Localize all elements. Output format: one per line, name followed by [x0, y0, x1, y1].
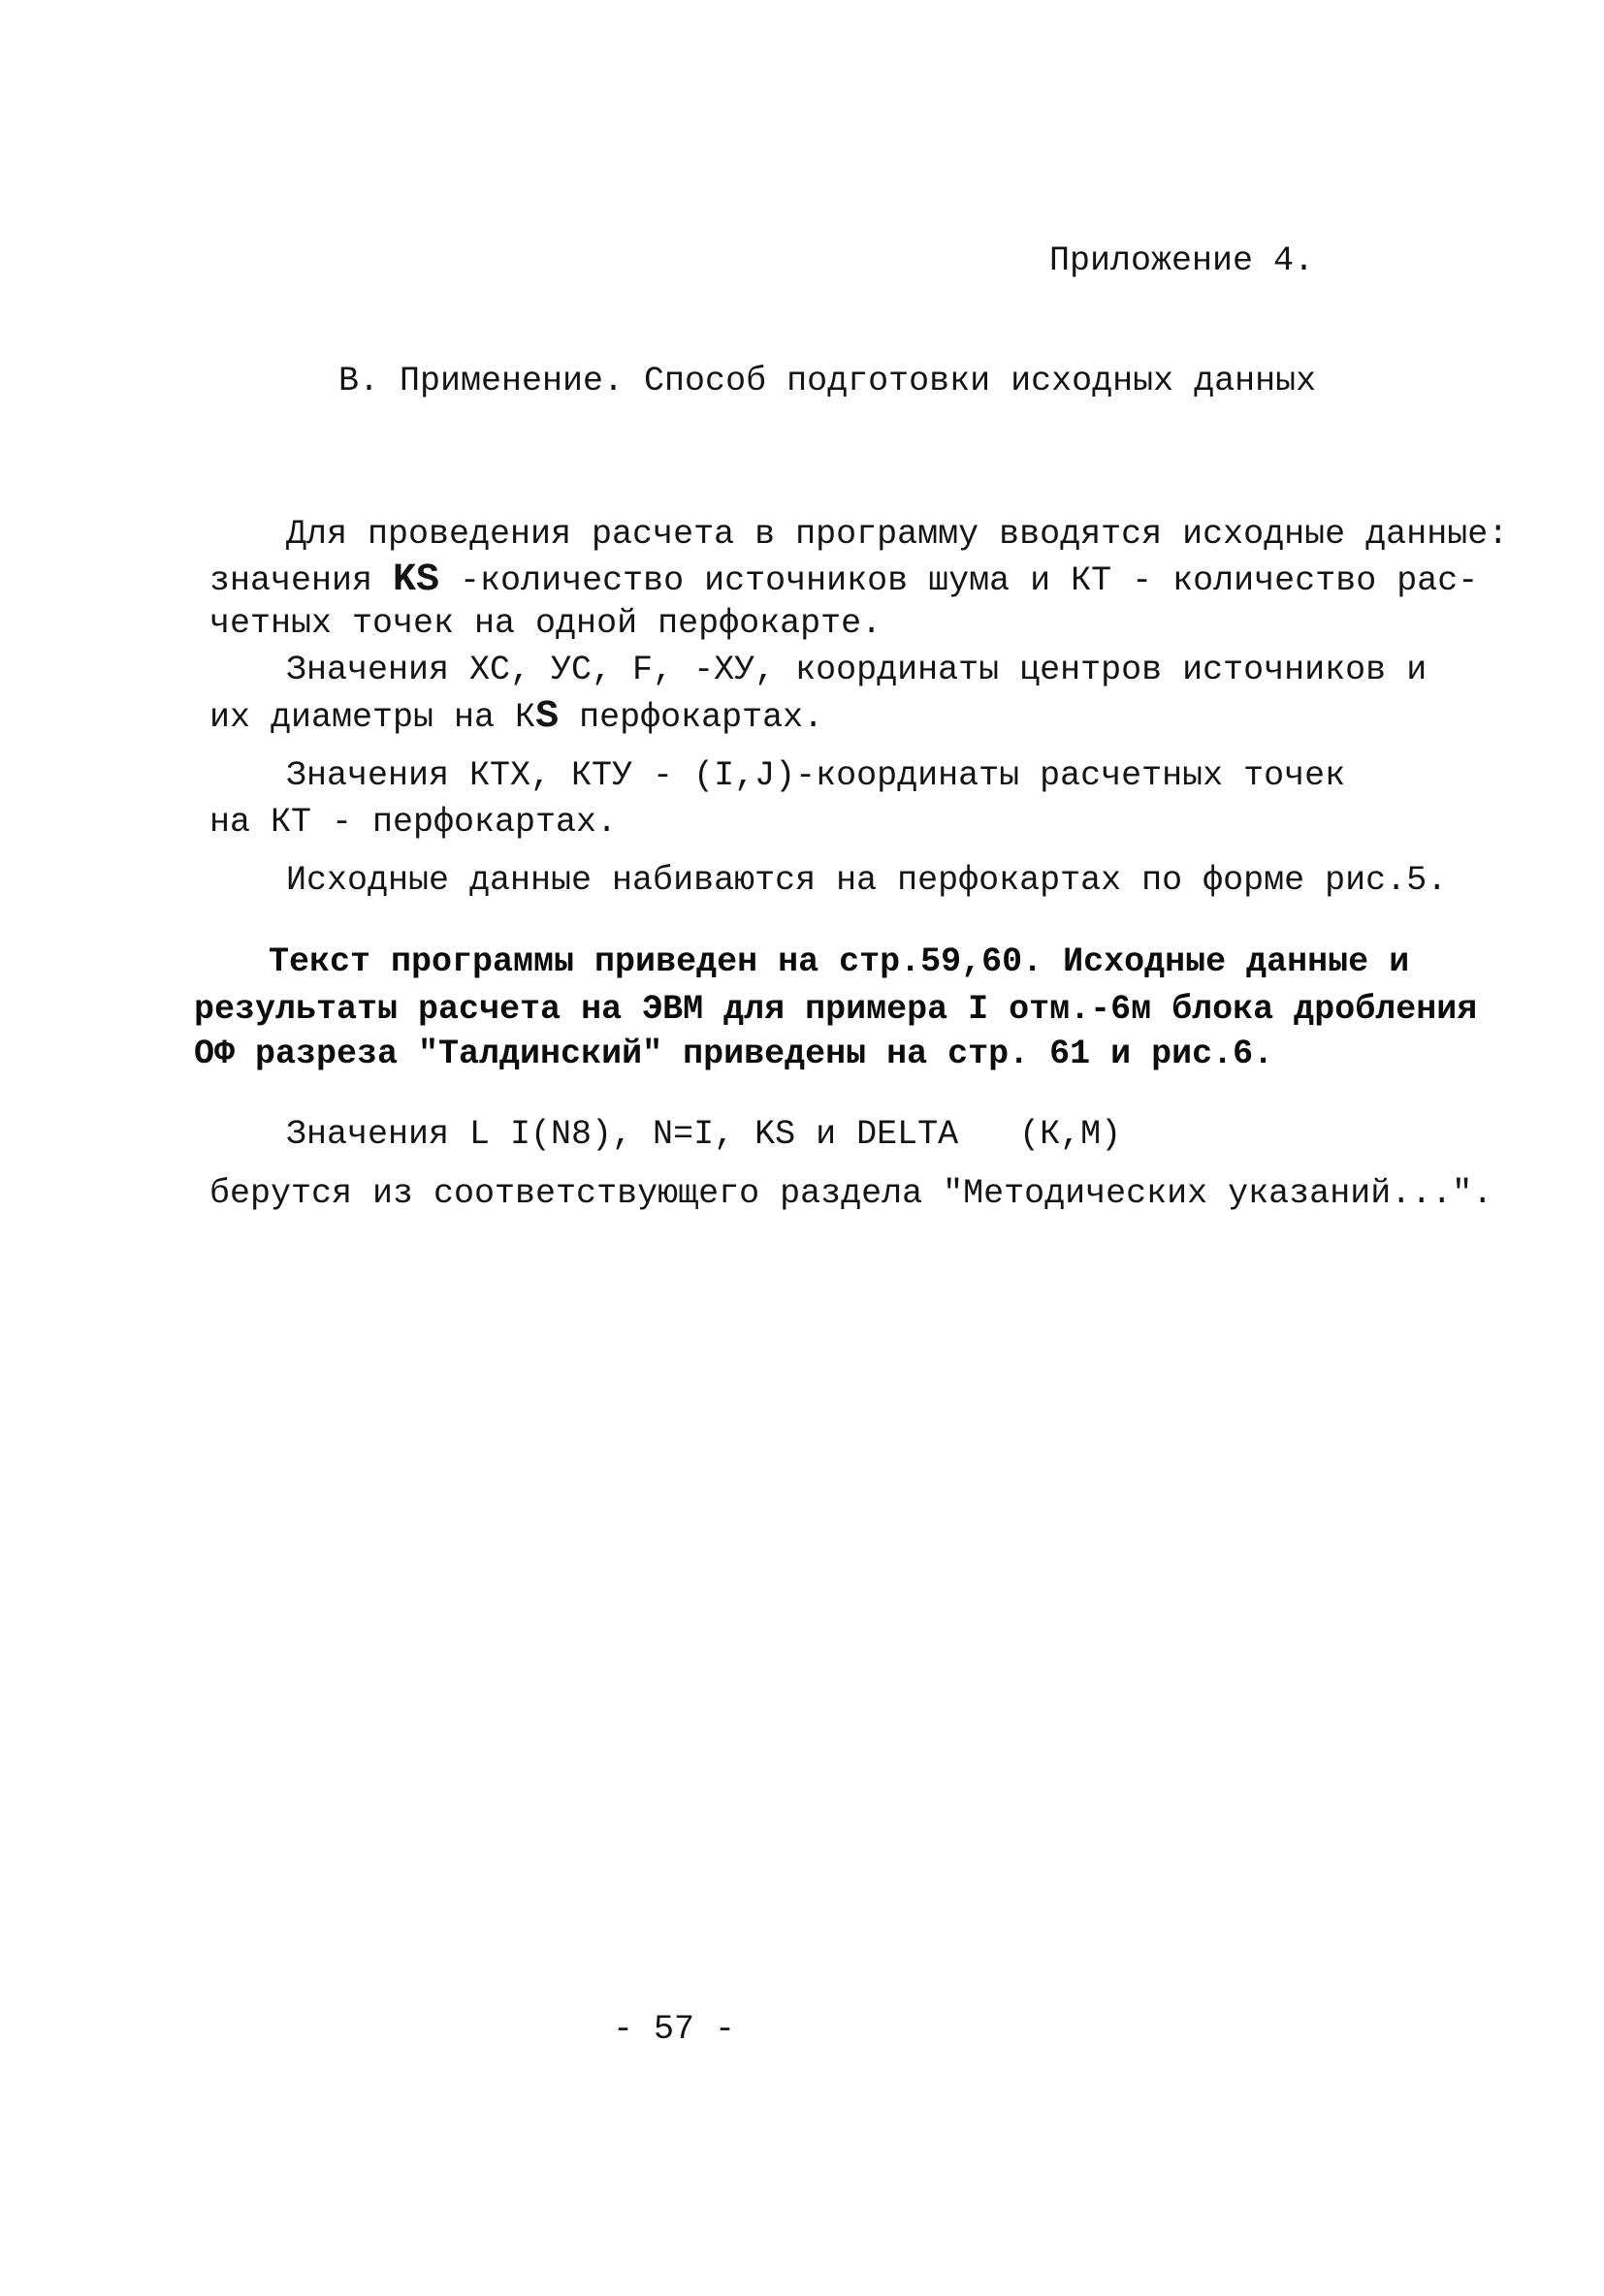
section-title: В. Применение. Способ подготовки исходных данных — [338, 362, 1317, 400]
paragraph-5-line-3: ОФ разреза "Талдинский" приведены на стр. 61 и рис.6. — [194, 1035, 1274, 1073]
p2-line-2-prefix: их диаметры на К — [209, 698, 536, 737]
s-symbol: S — [535, 695, 560, 739]
paragraph-6-line-2: берутся из соответствующего раздела "Методических указаний...". — [209, 1174, 1493, 1213]
p1-line-2-prefix: значения — [209, 561, 394, 600]
paragraph-1-line-2 — [209, 558, 1479, 602]
page-number: - 57 - — [613, 2010, 736, 2049]
paragraph-4-line-1: Исходные данные набиваются на перфокартах по форме рис.5. — [286, 861, 1448, 900]
paragraph-3-line-1: Значения КТХ, КТУ - (I,J)-координаты расчетных точек — [286, 756, 1346, 795]
p2-line-2-suffix: перфокартах. — [559, 698, 824, 737]
paragraph-6-line-1: Значения L I(N8), N=I, KS и DELTA (К,М) — [286, 1115, 1122, 1154]
paragraph-3-line-2: на КТ - перфокартах. — [209, 803, 618, 842]
ks-symbol: KS — [393, 558, 440, 602]
paragraph-1-line-3: четных точек на одной перфокарте. — [209, 604, 882, 643]
appendix-label: Приложение 4. — [1049, 241, 1315, 280]
paragraph-5-line-2: результаты расчета на ЭВМ для примера I отм.-6м блока дробления — [194, 990, 1478, 1029]
p1-line-2-suffix: -количество источников шума и КТ - количество рас- — [439, 561, 1479, 600]
paragraph-2-line-1: Значения ХС, УС, F, -XУ, координаты центров источников и — [286, 651, 1428, 689]
paragraph-5-line-1: Текст программы приведен на стр.59,60. Исходные данные и — [269, 942, 1410, 981]
paragraph-2-line-2 — [209, 695, 824, 739]
paragraph-1-line-1: Для проведения расчета в программу вводятся исходные данные: — [286, 515, 1509, 554]
